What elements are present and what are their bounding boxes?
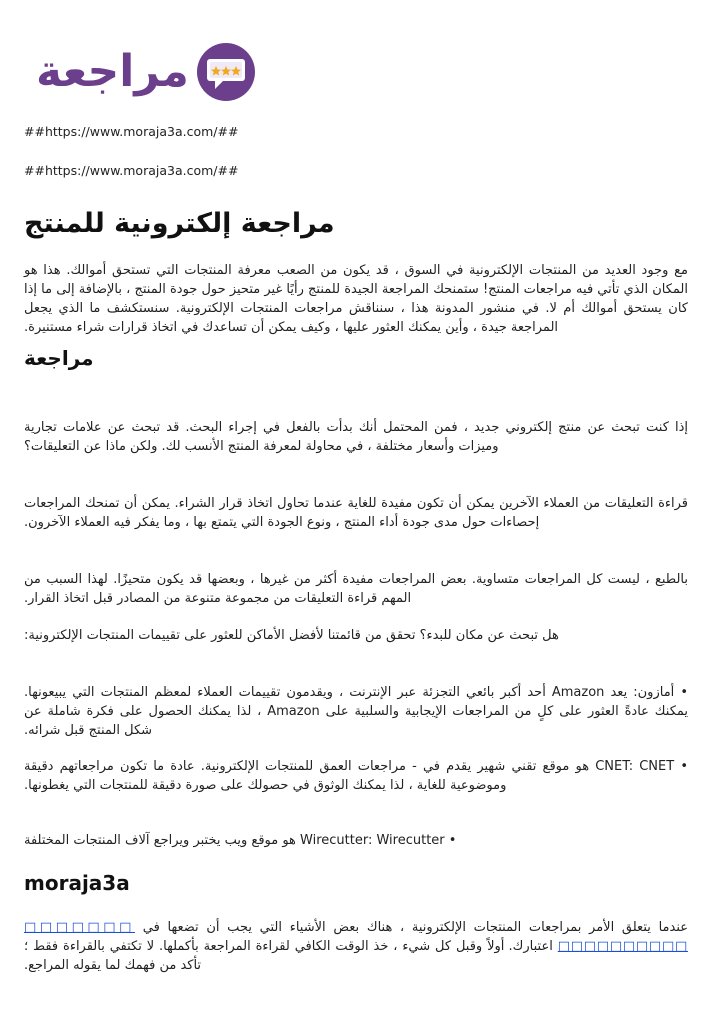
list-item: • CNET: CNET هو موقع تقني شهير يقدم في - مراجعات العمق للمنتجات الإلكترونية. عادة ما تكون مراجعاتهم دقيقة وموضوعية للغاية ، لذا يمكنك الوثوق في حصولك على صورة دقيقة للمنتجات التي يغطونها.	[24, 759, 688, 793]
paragraph: قراءة التعليقات من العملاء الآخرين يمكن أن تكون مفيدة للغاية عندما تحاول اتخاذ قرار الشراء. يمكن أن تمنحك المراجعات إحصاءات حول مدى جودة أداء المنتج ، ونوع الجودة التي يتمتع بها ، وما يفكر فيه العملاء الآخرون.	[24, 496, 688, 530]
list-item: • أمازون: يعد Amazon أحد أكبر بائعي التجزئة عبر الإنترنت ، ويقدمون تقييمات العملاء لمعظم المنتجات التي يبيعونها. يمكنك عادةً العثور على كلٍ من المراجعات الإيجابية والسلبية على Amazon ، لذا يمكنك الحصول على فكرة شاملة عن شكل المنتج قبل شرائه.	[24, 685, 689, 738]
paragraph: هل تبحث عن مكان للبدء؟ تحقق من قائمتنا لأفضل الأماكن للعثور على تقييمات المنتجات الإلكترونية:	[24, 628, 559, 643]
paragraph-text: عندما يتعلق الأمر بمراجعات المنتجات الإلكترونية ، هناك بعض الأشياء التي يجب أن تضعها في	[142, 920, 689, 935]
list-item: • Wirecutter: Wirecutter هو موقع ويب يختبر ويراجع آلاف المنتجات المختلفة	[24, 833, 457, 848]
review-stars-chat-icon	[195, 41, 257, 103]
section-heading: مراجعة	[24, 346, 94, 370]
inline-link[interactable]: □□□□□□□ □□□□□□□□□□	[24, 920, 688, 954]
source-url: ##https://www.moraja3a.com/##	[24, 124, 239, 139]
article-title: مراجعة إلكترونية للمنتج	[24, 208, 335, 239]
paragraph	[24, 918, 688, 975]
intro-paragraph: مع وجود العديد من المنتجات الإلكترونية في السوق ، قد يكون من الصعب معرفة المنتجات التي تستحق أموالك. هذا هو المكان الذي تأتي فيه مراجعات المنتج! ستمنحك المراجعة الجيدة للمنتج رأيًا غير متحيز حول جودة المنتج ، بالإضافة إلى ما إذا كان يستحق أموالك أم لا. في منشور المدونة هذا ، سنناقش مراجعات المنتجات الإلكترونية. سنستكشف ما الذي يجعل المراجعة جيدة ، وأين يمكنك العثور عليها ، وكيف يمكن أن تساعدك في اتخاذ قرارات شراء مستنيرة.	[24, 263, 688, 335]
paragraph-text: اعتبارك. أولاً وقبل كل شيء ، خذ الوقت الكافي لقراءة المراجعة بأكملها. لا تكتفي بالقراءة فقط ؛ تأكد من فهمك لما يقوله المراجع.	[24, 939, 553, 973]
section-heading: moraja3a	[24, 871, 130, 895]
source-url: ##https://www.moraja3a.com/##	[24, 163, 239, 178]
logo-text: مراجعة	[36, 46, 189, 97]
site-logo[interactable]	[36, 40, 272, 104]
paragraph: بالطبع ، ليست كل المراجعات متساوية. بعض المراجعات مفيدة أكثر من غيرها ، وبعضها قد يكون متحيزًا. لهذا السبب من المهم قراءة التعليقات من مجموعة متنوعة من المصادر قبل اتخاذ القرار.	[24, 572, 688, 606]
paragraph: إذا كنت تبحث عن منتج إلكتروني جديد ، فمن المحتمل أنك بدأت بالفعل في إجراء البحث. قد تبحث عن علامات تجارية وميزات وأسعار مختلفة ، في محاولة لمعرفة المنتج الأنسب لك. ولكن ماذا عن التعليقات؟	[24, 420, 688, 454]
